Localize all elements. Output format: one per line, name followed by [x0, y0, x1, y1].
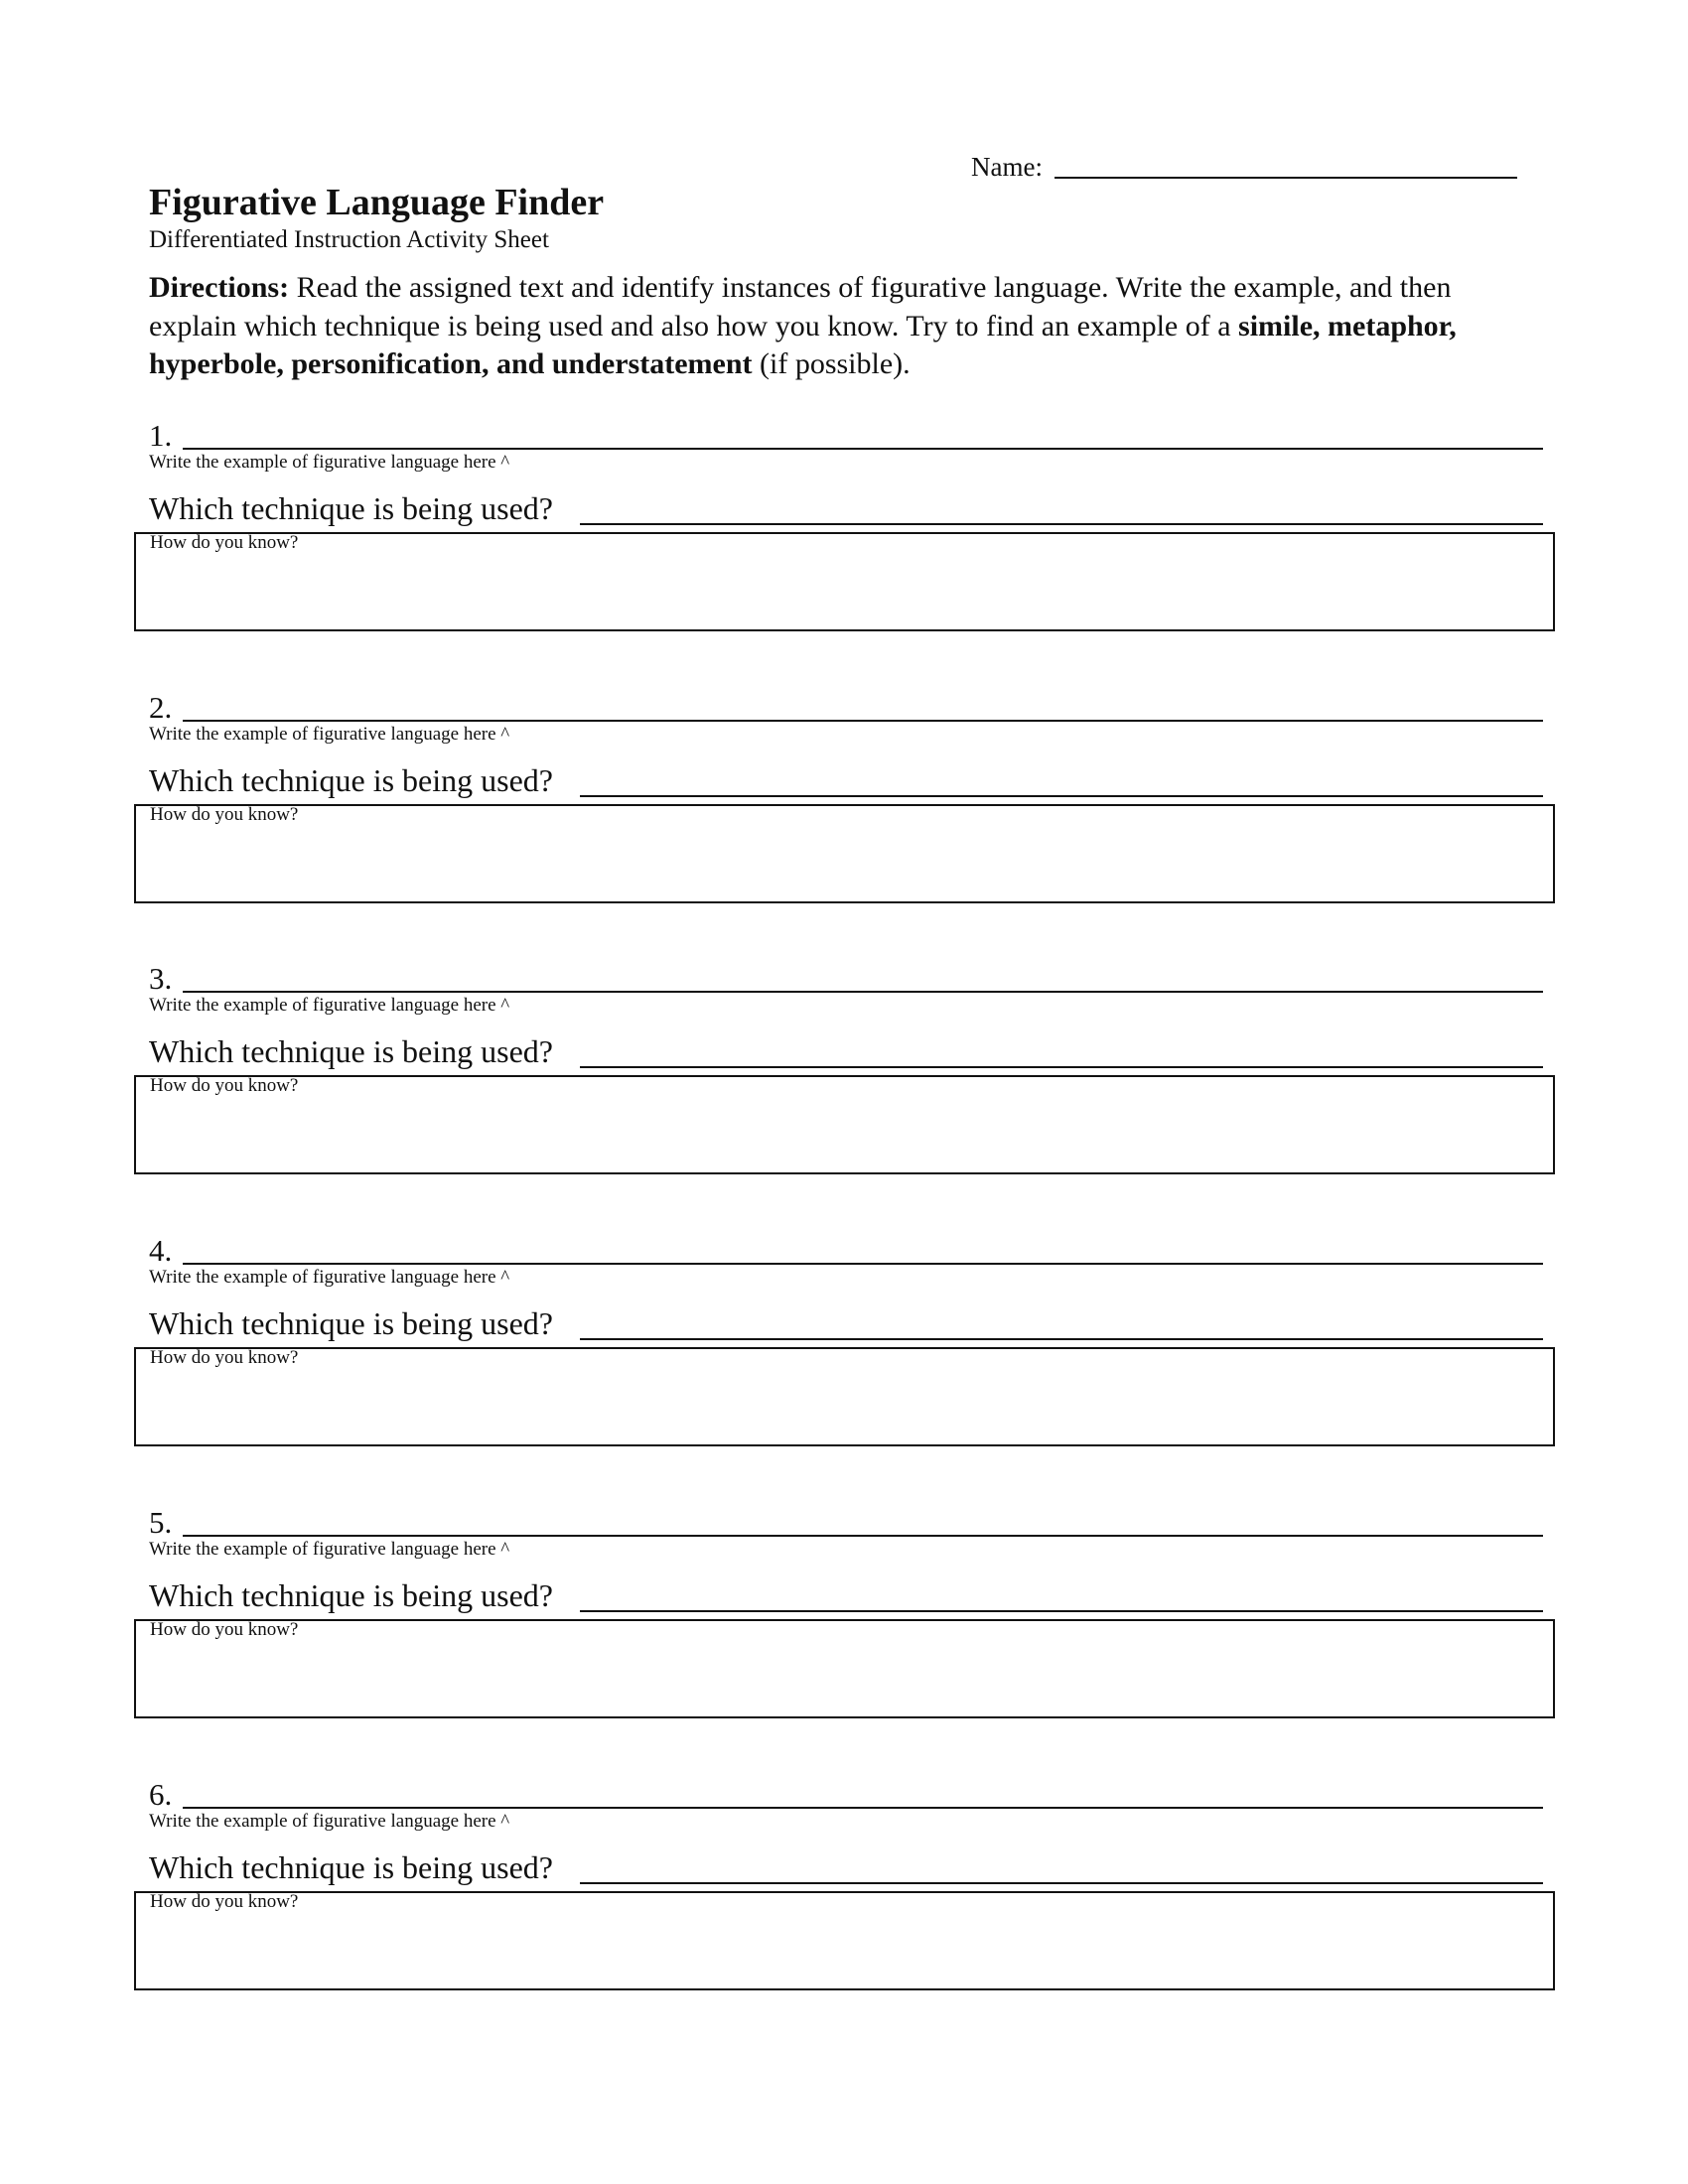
item-number: 5.	[149, 1505, 173, 1540]
figurative-item-6	[0, 1777, 1688, 2045]
item-number: 4.	[149, 1233, 173, 1268]
how-do-you-know-box[interactable]	[134, 1619, 1555, 1718]
example-hint: Write the example of figurative language here ^	[149, 1539, 510, 1560]
how-do-you-know-box[interactable]	[134, 804, 1555, 903]
example-input-line[interactable]	[183, 1263, 1543, 1265]
technique-label: Which technique is being used?	[149, 762, 553, 798]
how-do-you-know-box[interactable]	[134, 1075, 1555, 1174]
example-input-line[interactable]	[183, 1535, 1543, 1537]
example-hint: Write the example of figurative language here ^	[149, 724, 510, 745]
how-do-you-know-label: How do you know?	[150, 1075, 299, 1096]
example-input-line[interactable]	[183, 1807, 1543, 1809]
technique-input-line[interactable]	[580, 523, 1543, 525]
example-hint: Write the example of figurative language here ^	[149, 1811, 510, 1832]
directions-text-2: (if possible).	[752, 347, 911, 380]
example-input-line[interactable]	[183, 720, 1543, 722]
technique-input-line[interactable]	[580, 795, 1543, 797]
directions-text-1: Read the assigned text and identify instances of figurative language. Write the example, and then explain which technique is being used and also how you know. Try to find an example of a	[149, 271, 1452, 342]
technique-label: Which technique is being used?	[149, 1305, 553, 1341]
how-do-you-know-label: How do you know?	[150, 1891, 299, 1912]
figurative-item-2	[0, 690, 1688, 958]
how-do-you-know-label: How do you know?	[150, 804, 299, 825]
example-hint: Write the example of figurative language here ^	[149, 995, 510, 1016]
directions-bold-terms: simile, metaphor, hyperbole, personification, and understatement	[149, 309, 1457, 380]
directions-label: Directions:	[149, 271, 290, 304]
technique-label: Which technique is being used?	[149, 1849, 553, 1885]
name-label: Name:	[971, 152, 1043, 182]
how-do-you-know-label: How do you know?	[150, 532, 299, 553]
item-number: 2.	[149, 690, 173, 725]
example-hint: Write the example of figurative language here ^	[149, 452, 510, 473]
example-input-line[interactable]	[183, 448, 1543, 450]
figurative-item-5	[0, 1505, 1688, 1773]
technique-input-line[interactable]	[580, 1882, 1543, 1884]
item-number: 1.	[149, 418, 173, 453]
figurative-item-4	[0, 1233, 1688, 1501]
page-subtitle: Differentiated Instruction Activity Sheet	[149, 226, 549, 253]
technique-input-line[interactable]	[580, 1338, 1543, 1340]
technique-input-line[interactable]	[580, 1066, 1543, 1068]
technique-label: Which technique is being used?	[149, 490, 553, 526]
name-field-group	[971, 147, 1539, 187]
example-input-line[interactable]	[183, 991, 1543, 993]
item-number: 3.	[149, 961, 173, 996]
how-do-you-know-label: How do you know?	[150, 1619, 299, 1640]
figurative-item-3	[0, 961, 1688, 1229]
how-do-you-know-box[interactable]	[134, 1891, 1555, 1990]
technique-label: Which technique is being used?	[149, 1577, 553, 1613]
page-title: Figurative Language Finder	[149, 182, 605, 223]
technique-input-line[interactable]	[580, 1610, 1543, 1612]
directions-paragraph	[149, 269, 1529, 384]
how-do-you-know-label: How do you know?	[150, 1347, 299, 1368]
technique-label: Which technique is being used?	[149, 1033, 553, 1069]
figurative-item-1	[0, 418, 1688, 686]
how-do-you-know-box[interactable]	[134, 532, 1555, 631]
name-input-line[interactable]	[1055, 177, 1517, 179]
how-do-you-know-box[interactable]	[134, 1347, 1555, 1446]
item-number: 6.	[149, 1777, 173, 1812]
example-hint: Write the example of figurative language here ^	[149, 1267, 510, 1288]
